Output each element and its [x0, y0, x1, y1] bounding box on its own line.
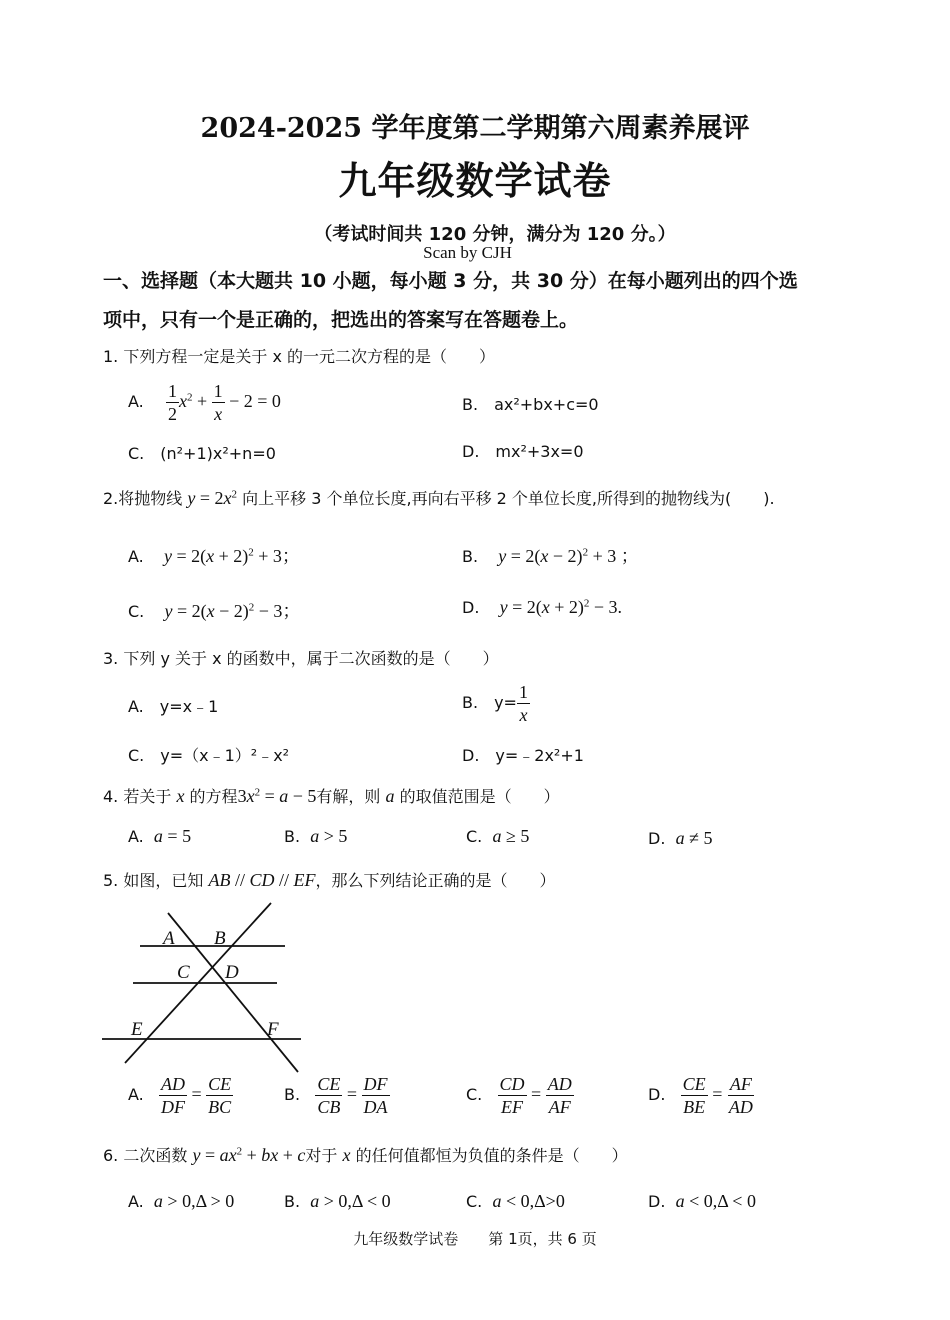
math-fraction: $\frac{1}{x}$ — [518, 682, 528, 725]
section-heading-line1: 一、选择题（本大题共 10 小题，每小题 3 分，共 30 分）在每小题列出的四个选 — [103, 270, 798, 292]
question-2-option-c: C. $y = 2(x - 2)^2 - 3$； — [128, 601, 301, 621]
scan-note: Scan by CJH — [423, 243, 512, 262]
math-fraction: $\frac{CE}{BE}$ — [682, 1074, 706, 1117]
section-heading-line2: 项中，只有一个是正确的，把选出的答案写在答题卷上。 — [103, 309, 579, 331]
math-expression: y — [187, 488, 196, 508]
question-6-option-d: D. a < 0,Δ < 0 — [648, 1191, 756, 1211]
question-2-option-a: A. $y = 2(x + 2)^2 + 3$； — [128, 546, 300, 566]
exam-title-line1: 2024-2025 学年度第二学期第六周素养展评 — [200, 113, 750, 144]
question-3-stem: 3. 下列 y 关于 x 的函数中，属于二次函数的是（ ） — [103, 649, 499, 668]
math-fraction: $\frac{CE}{CB}$ — [317, 1074, 341, 1117]
math-fraction: $\frac{AD}{DF}$ — [161, 1074, 186, 1117]
figure-label-a: A — [163, 928, 175, 949]
question-2-stem: 2.将抛物线 $y = 2x^2$ 向上平移 3 个单位长度,再向右平移 2 个单位长度,所得到的抛物线为( ). — [103, 488, 775, 508]
question-4-option-a: A. a = 5 — [128, 826, 192, 846]
question-6-option-b: B. a > 0,Δ < 0 — [284, 1191, 391, 1211]
question-2-option-b: B. $y = 2(x - 2)^2 + 3$ ； — [462, 546, 639, 566]
question-5-option-b: B. $\frac{CE}{CB}$ = $\frac{DF}{DA}$ — [284, 1074, 388, 1117]
figure-label-b: B — [214, 928, 226, 949]
math-fraction: $\frac{1}{2}$ — [167, 381, 177, 424]
question-4-option-b: B. a > 5 — [284, 826, 348, 846]
figure-label-c: C — [177, 962, 190, 983]
math-fraction: $\frac{CE}{BC}$ — [208, 1074, 232, 1117]
exam-title-line2: 九年级数学试卷 — [338, 158, 612, 203]
question-1-stem: 1. 下列方程一定是关于 x 的一元二次方程的是（ ） — [103, 347, 495, 366]
question-3-option-b: B. y= $\frac{1}{x}$ — [462, 682, 528, 725]
parallel-lines-figure — [95, 895, 315, 1075]
question-4-stem: 4. 若关于 x 的方程$3x^2 = a - 5$有解，则 a 的取值范围是（ ） — [103, 786, 560, 806]
transversal-1 — [168, 913, 298, 1072]
math-fraction: $\frac{DF}{DA}$ — [363, 1074, 388, 1117]
question-6-option-c: C. a < 0,Δ>0 — [466, 1191, 565, 1211]
figure-label-e: E — [131, 1019, 143, 1040]
question-1-option-b: B. ax²+bx+c=0 — [462, 395, 599, 414]
question-2-option-d: D. $y = 2(x + 2)^2 - 3$. — [462, 597, 623, 617]
question-1-option-d: D. mx²+3x=0 — [462, 442, 584, 461]
question-1-option-a: A. $\frac{1}{2}$ $x^2$ + $\frac{1}{x}$ − 2 = 0 — [128, 381, 281, 424]
question-4-option-c: C. a ≥ 5 — [466, 826, 530, 846]
option-label: A. — [128, 392, 144, 411]
math-fraction: $\frac{CD}{EF}$ — [499, 1074, 525, 1117]
question-1-option-c: C. (n²+1)x²+n=0 — [128, 444, 276, 463]
math-fraction: $\frac{1}{x}$ — [213, 381, 223, 424]
question-5-stem: 5. 如图，已知 AB // CD // EF，那么下列结论正确的是（ ） — [103, 870, 556, 890]
question-6-stem: 6. 二次函数 $y = ax^2$ + bx + c对于 x 的任何值都恒为负值的条件是（ ） — [103, 1145, 628, 1165]
page-footer: 九年级数学试卷 第 1页，共 6 页 — [353, 1230, 597, 1248]
question-3-option-a: A. y=x﹣1 — [128, 697, 219, 716]
exam-note: （考试时间共 120 分钟，满分为 120 分。） — [314, 224, 676, 245]
math-fraction: $\frac{AD}{AF}$ — [547, 1074, 572, 1117]
question-3-option-d: D. y=﹣2x²+1 — [462, 746, 584, 765]
question-6-option-a: A. a > 0,Δ > 0 — [128, 1191, 235, 1211]
question-3-option-c: C. y=（x﹣1）²﹣x² — [128, 746, 290, 765]
math-fraction: $\frac{AF}{AD}$ — [728, 1074, 753, 1117]
question-5-option-d: D. $\frac{CE}{BE}$ = $\frac{AF}{AD}$ — [648, 1074, 753, 1117]
figure-label-d: D — [225, 962, 239, 983]
question-4-option-d: D. a ≠ 5 — [648, 828, 713, 848]
figure-label-f: F — [267, 1019, 279, 1040]
question-5-option-c: C. $\frac{CD}{EF}$ = $\frac{AD}{AF}$ — [466, 1074, 572, 1117]
question-5-option-a: A. $\frac{AD}{DF}$ = $\frac{CE}{BC}$ — [128, 1074, 232, 1117]
